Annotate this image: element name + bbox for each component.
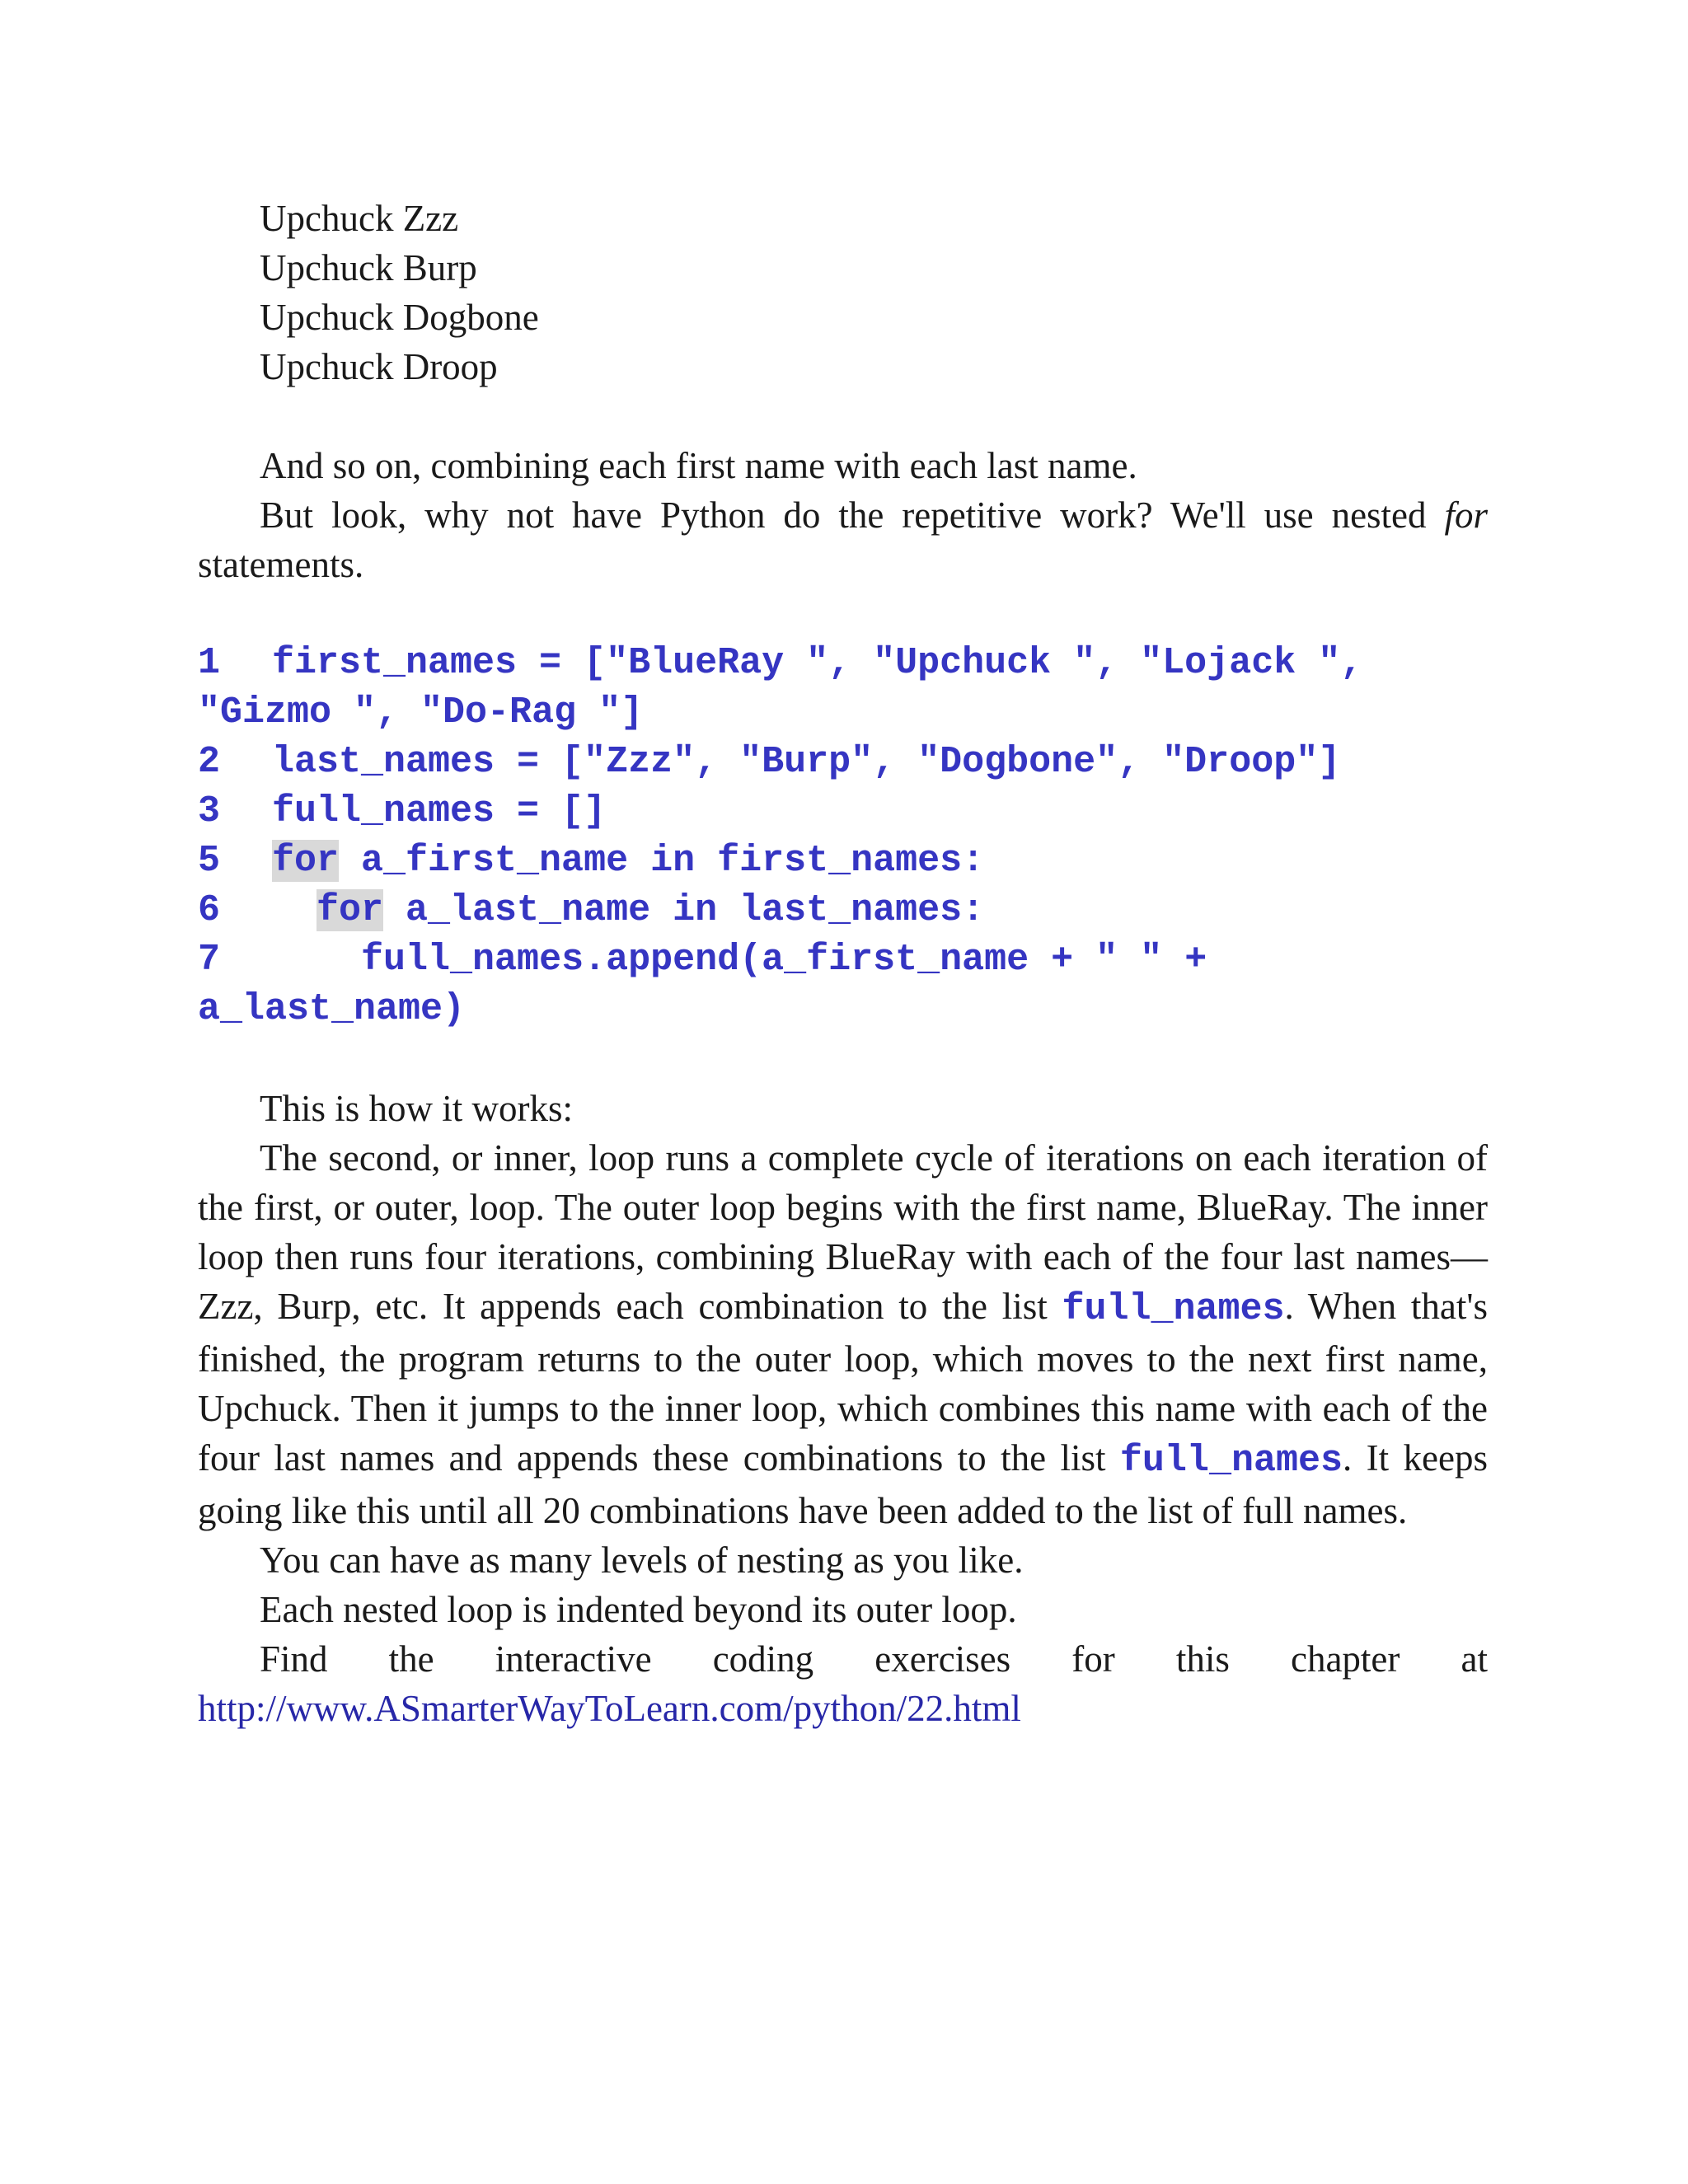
code-line-7-continued: a_last_name) bbox=[198, 988, 466, 1030]
exercise-link-line bbox=[198, 1684, 1488, 1733]
code-text: last_names = ["Zzz", "Burp", "Dogbone", "Droop"] bbox=[272, 741, 1341, 783]
code-text: first_names = ["BlueRay ", "Upchuck ", "Lojack ", bbox=[272, 642, 1363, 684]
keyword-for: for bbox=[316, 889, 384, 931]
paragraph-explanation bbox=[198, 1133, 1488, 1535]
word: for bbox=[1071, 1638, 1115, 1680]
paragraph-text: . It keeps going like this until all 20 combinations have been added to the list of full names. bbox=[198, 1437, 1488, 1531]
word: the bbox=[388, 1638, 434, 1680]
line-number: 2 bbox=[198, 741, 221, 783]
code-line-2 bbox=[198, 738, 1488, 787]
inline-code-full-names: full_names bbox=[1119, 1440, 1343, 1482]
code-text: a_last_name in last_names: bbox=[383, 889, 985, 931]
word: this bbox=[1175, 1638, 1230, 1680]
paragraph-combining: And so on, combining each first name with each last name. bbox=[260, 445, 1137, 486]
line-number: 7 bbox=[198, 939, 221, 981]
code-line-3 bbox=[198, 787, 1488, 837]
line-number: 3 bbox=[198, 790, 221, 832]
code-line-7 bbox=[198, 935, 1488, 985]
document-page bbox=[198, 194, 1488, 1733]
sample-output bbox=[198, 194, 1488, 391]
paragraph-how-it-works: This is how it works: bbox=[260, 1088, 574, 1129]
emphasis-for: for bbox=[1444, 494, 1488, 536]
inline-code-full-names: full_names bbox=[1062, 1288, 1285, 1330]
paragraph-nesting-levels: You can have as many levels of nesting as you like. bbox=[260, 1540, 1024, 1581]
code-text: a_first_name in first_names: bbox=[339, 840, 985, 882]
paragraph-text: statements. bbox=[198, 544, 364, 585]
paragraph-text: The second, or inner, loop runs a complete cycle of iterations on each iteration of the first, or outer, loop. The outer loop begins with the first name, BlueRay. The inner loop then runs four iterations, combining BlueRay with each of the four last names—Zzz, Burp, etc. It appends each combination to the list bbox=[198, 1137, 1488, 1327]
code-line-6 bbox=[198, 886, 1488, 935]
exercises-link[interactable]: http://www.ASmarterWayToLearn.com/python/22.html bbox=[198, 1688, 1021, 1729]
paragraph-nested-for bbox=[198, 490, 1488, 589]
paragraph-text: But look, why not have Python do the repetitive work? We'll use nested bbox=[260, 494, 1445, 536]
code-text: full_names = [] bbox=[272, 790, 607, 832]
sample-line: Upchuck Droop bbox=[260, 346, 498, 387]
word: Find bbox=[260, 1638, 328, 1680]
paragraph-text: . When that's finished, the program returns to the outer loop, which moves to the next first name, Upchuck. Then it jumps to the inner loop, which combines this name with each of the four last names and appends these combinations to the list bbox=[198, 1286, 1488, 1479]
paragraph-indentation: Each nested loop is indented beyond its outer loop. bbox=[260, 1589, 1017, 1630]
sample-line: Upchuck Dogbone bbox=[260, 297, 539, 338]
word: coding bbox=[712, 1638, 814, 1680]
line-number: 5 bbox=[198, 840, 221, 882]
code-line-5 bbox=[198, 837, 1488, 886]
sample-line: Upchuck Zzz bbox=[260, 198, 459, 239]
line-number: 1 bbox=[198, 642, 221, 684]
code-text: full_names.append(a_first_name + " " + bbox=[361, 939, 1207, 981]
code-line-1 bbox=[198, 639, 1488, 688]
line-number: 6 bbox=[198, 889, 221, 931]
word: at bbox=[1461, 1638, 1488, 1680]
keyword-for: for bbox=[272, 840, 340, 882]
code-block bbox=[198, 639, 1488, 1034]
code-line-1-continued: "Gizmo ", "Do-Rag "] bbox=[198, 691, 644, 733]
word: exercises bbox=[874, 1638, 1011, 1680]
word: interactive bbox=[495, 1638, 652, 1680]
paragraph-find-exercises bbox=[198, 1634, 1488, 1684]
sample-line: Upchuck Burp bbox=[260, 247, 477, 288]
word: chapter bbox=[1290, 1638, 1400, 1680]
